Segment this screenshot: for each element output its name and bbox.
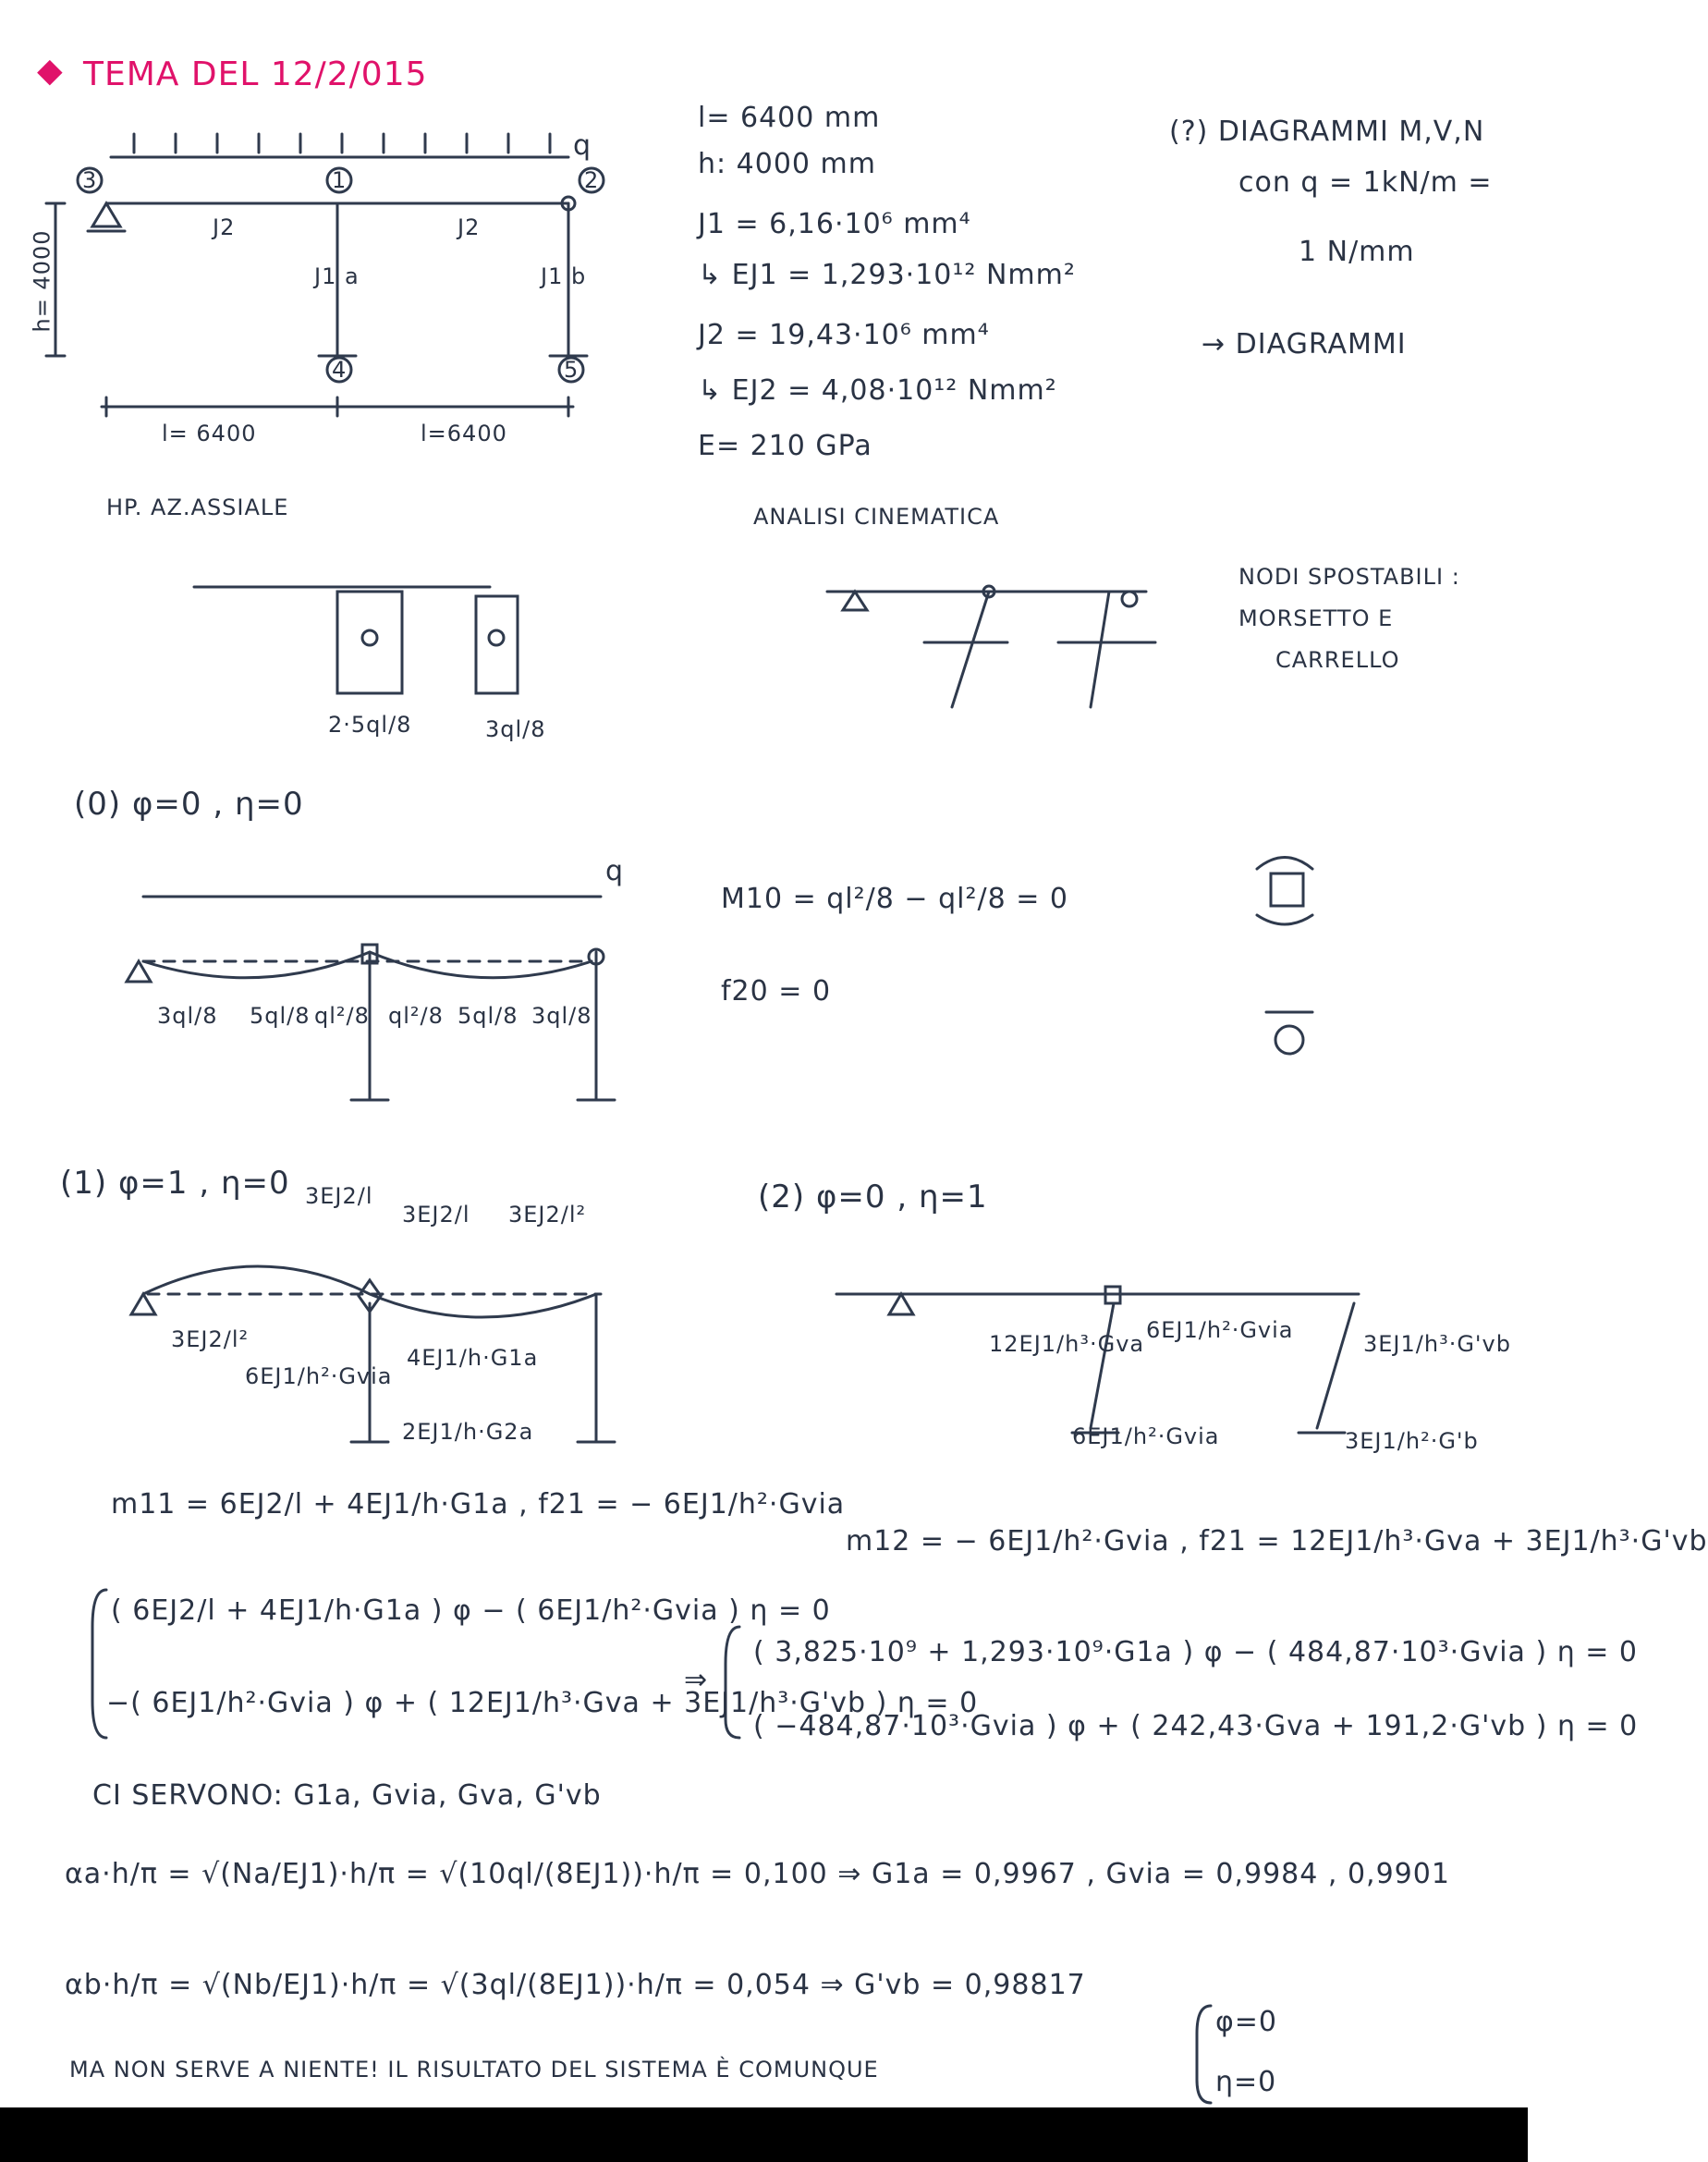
cinematic-note-1: NODI SPOSTABILI : [1238,564,1460,590]
case-1-label: (1) φ=1 , η=0 [60,1165,290,1202]
data-J1: J1 = 6,16·10⁶ mm⁴ [698,208,971,240]
case-0-r2: 5ql/8 [250,1003,311,1029]
case-1-a2: 3EJ2/l [402,1202,470,1228]
column-b-label: J1 b [541,263,587,289]
bottom-scan-border [0,2107,1528,2162]
case-2-m12: m12 = − 6EJ1/h²·Gvia , f21 = 12EJ1/h³·Gva + 3EJ1/h³·G'vb [846,1525,1708,1557]
red-diamond-icon: ◆ [37,52,64,90]
case-2-label: (2) φ=0 , η=1 [758,1179,988,1215]
node-2-label: 2 [584,167,600,193]
case-2-b5: 3EJ1/h²·G'b [1345,1428,1479,1454]
result-phi: φ=0 [1215,2006,1278,2038]
case-0-r5: 5ql/8 [458,1003,518,1029]
column-a-label: J1 a [314,263,360,289]
height-dimension: h= 4000 [29,229,55,333]
system-eq-2: −( 6EJ1/h²·Gvia ) φ + ( 12EJ1/h³·Gva + 3EJ1/h³·G'vb ) η = 0 [106,1687,979,1719]
alpha-a-line: αa·h/π = √(Na/EJ1)·h/π = √(10ql/(8EJ1))·h/π = 0,100 ⇒ G1a = 0,9967 , Gvia = 0,9984 , 0,9901 [65,1858,1450,1890]
data-J2: J2 = 19,43·10⁶ mm⁴ [698,319,990,351]
alpha-b-line: αb·h/π = √(Nb/EJ1)·h/π = √(3ql/(8EJ1))·h/π = 0,054 ⇒ G'vb = 0,98817 [65,1969,1086,2001]
node-5-label: 5 [564,357,580,383]
hp-value-2: 3ql/8 [485,716,546,742]
needed-params: CI SERVONO: G1a, Gvia, Gva, G'vb [92,1779,602,1812]
result-eta: η=0 [1215,2066,1277,2098]
conclusion: MA NON SERVE A NIENTE! IL RISULTATO DEL SISTEMA È COMUNQUE [69,2057,879,2083]
data-EJ1: ↳ EJ1 = 1,293·10¹² Nmm² [698,259,1076,291]
case-1-a3: 3EJ2/l² [171,1326,250,1352]
page-title: TEMA DEL 12/2/015 [83,55,428,93]
case-0-r6: 3ql/8 [531,1003,592,1029]
span-left-dimension: l= 6400 [162,421,257,446]
system-eq-1: ( 6EJ2/l + 4EJ1/h·G1a ) φ − ( 6EJ1/h²·Gvia ) η = 0 [111,1594,831,1627]
case-2-b2: 6EJ1/h²·Gvia [1146,1317,1294,1343]
load-q-label: q [573,129,592,162]
system-implies: ⇒ [684,1664,709,1696]
case-0-M10: M10 = ql²/8 − ql²/8 = 0 [721,883,1068,915]
case-1-a7: 2EJ1/h·G2a [402,1419,534,1445]
node-1-label: 1 [332,167,348,193]
case-0-r3: ql²/8 [314,1003,370,1029]
question-line-3: 1 N/mm [1299,236,1415,268]
case-1-a1: 3EJ2/l [305,1183,373,1209]
case-1-m11: m11 = 6EJ2/l + 4EJ1/h·G1a , f21 = − 6EJ1/h²·Gvia [111,1488,846,1521]
system-num-1: ( 3,825·10⁹ + 1,293·10⁹·G1a ) φ − ( 484,87·10³·Gvia ) η = 0 [753,1636,1639,1668]
case-2-b1: 12EJ1/h³·Gva [989,1331,1145,1357]
case-0-label: (0) φ=0 , η=0 [74,786,304,823]
case-1-a5: 6EJ1/h²·Gvia [245,1363,393,1389]
case-0-f20: f20 = 0 [721,975,832,1008]
case-2-b3: 3EJ1/h³·G'vb [1363,1331,1511,1357]
data-EJ2: ↳ EJ2 = 4,08·10¹² Nmm² [698,374,1057,407]
hp-value-1: 2·5ql/8 [328,712,412,738]
data-h: h: 4000 mm [698,148,876,180]
case-0-r1: 3ql/8 [157,1003,218,1029]
question-line-1: (?) DIAGRAMMI M,V,N [1169,116,1485,148]
node-4-label: 4 [332,357,348,383]
node-3-label: 3 [82,167,98,193]
case-0-r4: ql²/8 [388,1003,444,1029]
beam-inertia-left: J2 [213,214,236,240]
question-line-2: con q = 1kN/m = [1238,166,1493,199]
hp-label: HP. AZ.ASSIALE [106,495,289,520]
case-1-a6: 4EJ1/h·G1a [407,1345,539,1371]
system-num-2: ( −484,87·10³·Gvia ) φ + ( 242,43·Gva + 191,2·G'vb ) η = 0 [753,1710,1639,1742]
cinematic-label: ANALISI CINEMATICA [753,504,1000,530]
cinematic-note-2: MORSETTO E [1238,605,1394,631]
data-l: l= 6400 mm [698,102,881,134]
question-line-4: → DIAGRAMMI [1202,328,1407,360]
case-0-q: q [605,855,625,887]
span-right-dimension: l=6400 [421,421,507,446]
case-1-a4: 3EJ2/l² [508,1202,587,1228]
data-E: E= 210 GPa [698,430,872,462]
cinematic-note-3: CARRELLO [1275,647,1400,673]
case-2-b4: 6EJ1/h²·Gvia [1072,1423,1220,1449]
beam-inertia-right: J2 [458,214,481,240]
